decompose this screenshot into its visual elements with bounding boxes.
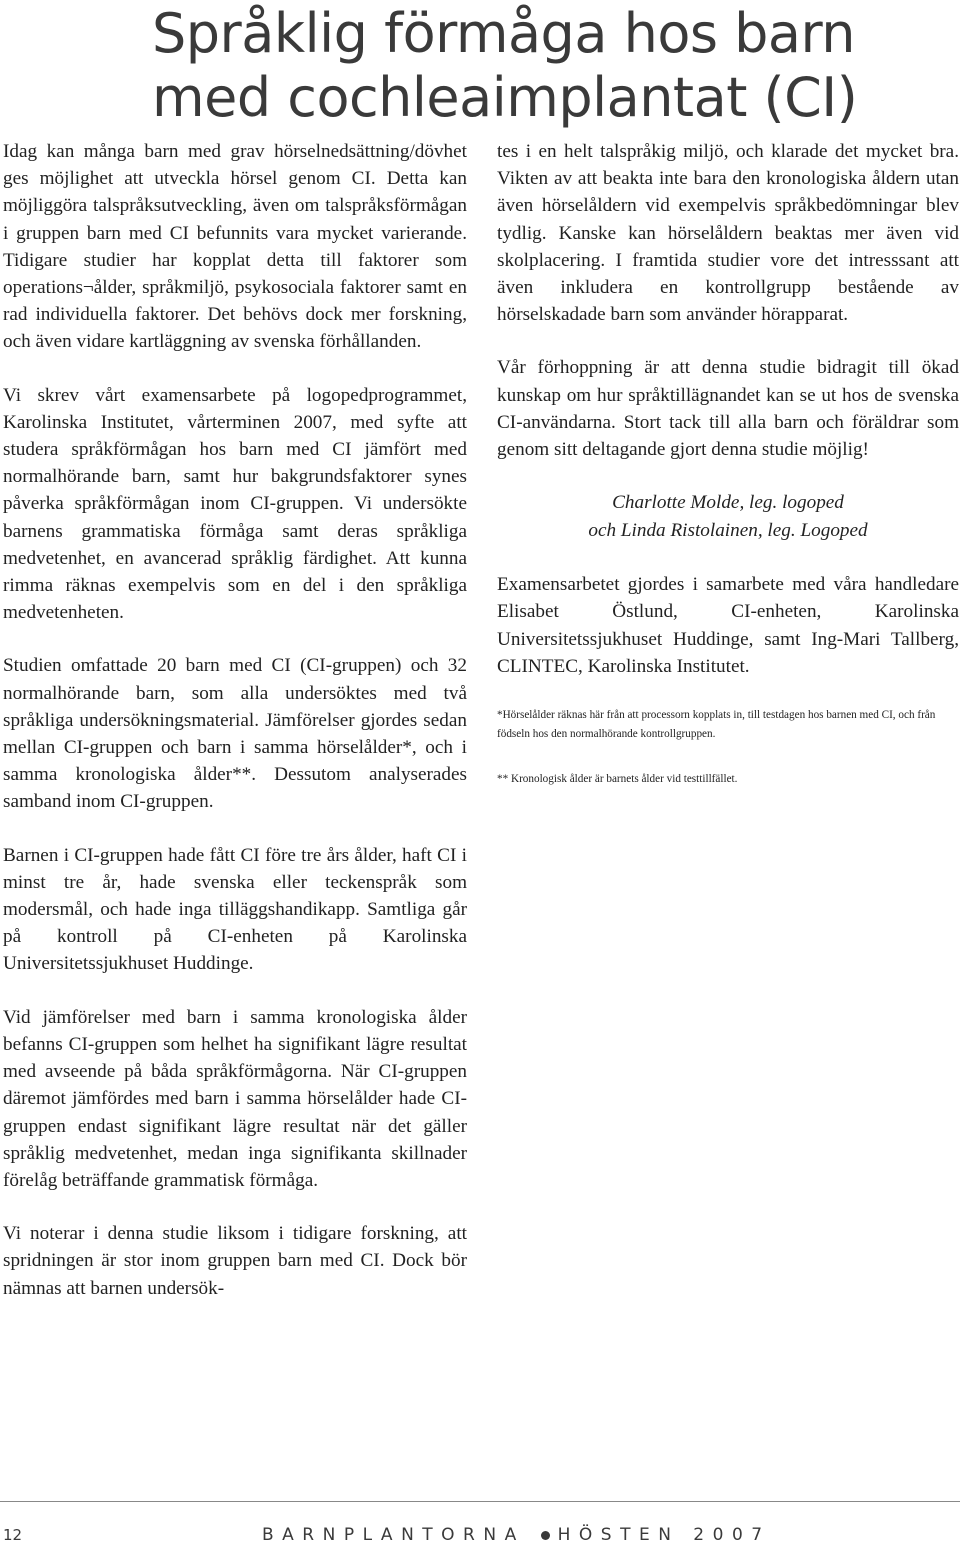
paragraph-hope: Vår förhoppning är att denna studie bidragit till ökad kunskap om hur språktillägnandet kan se ut hos de svenska CI-användarna. Stort tack till alla barn och föräldrar som genom sitt deltagande gjort denna studie möjlig! bbox=[497, 357, 959, 461]
page-number: 12 bbox=[3, 1526, 23, 1544]
paragraph-results: Vid jämförelser med barn i samma kronologiska ålder befanns CI-gruppen som helhet ha signifikant lägre resultat med avseende på båda språkförmågorna. När CI-gruppen däremot jämfördes med barn i samma hörselålder hade CI-gruppen endast signifikant lägre resultat när det gäller språklig medvetenhet, medan inga signifikanta skillnader förelåg beträffande grammatisk förmåga. bbox=[3, 1006, 467, 1191]
magazine-issue bbox=[262, 1525, 771, 1545]
right-column bbox=[497, 138, 959, 815]
article-title bbox=[152, 2, 952, 130]
paragraph-purpose: Vi skrev vårt examensarbete på logopedprogrammet, Karolinska Institutet, vårterminen 2007, med syfte att studera språkförmågan hos barn med CI jämfört med normalhörande barn, samt hur bakgrundsfaktorer synes påverka språkförmågan inom CI-gruppen. Vi undersökte barnens grammatiska förmåga samt deras språkliga medvetenhet, en avancerad språklig färdighet. Att kunna rimma räknas exempelvis som en del i den språkliga medvetenheten. bbox=[3, 384, 467, 624]
footnote-chronological-age: ** Kronologisk ålder är barnets ålder vid testtillfället. bbox=[497, 773, 738, 786]
paragraph-ci-group: Barnen i CI-gruppen hade fått CI före tre års ålder, haft CI i minst tre år, hade svenska eller teckenspråk som modersmål, och hade inga tilläggshandikapp. Samtliga går på kontroll på CI-enheten på Karolinska Universitetssjukhuset Huddinge. bbox=[3, 844, 467, 975]
magazine-name: BARNPLANTORNA bbox=[262, 1525, 525, 1545]
paragraph-spread: Vi noterar i denna studie liksom i tidigare forskning, att spridningen är stor inom gruppen barn med CI. Dock bör nämnas att barnen undersök- bbox=[3, 1223, 467, 1299]
paragraph-continuation: tes i en helt talspråkig miljö, och klarade det mycket bra. Vikten av att beakta inte bara den kronologiska åldern utan även hörselåldern vid exempelvis språkbedömningar blev tydlig. Kanske kan hörselåldern beaktas mer även vid skolplacering. I framtida studier vore det intresssant att även inkludera en kontrollgrupp bestående av hörselskadade barn som använder hörapparat. bbox=[497, 141, 959, 326]
issue-label: HÖSTEN 2007 bbox=[557, 1525, 771, 1545]
page-footer bbox=[0, 1501, 960, 1554]
title-line-1: Språklig förmåga hos barn bbox=[152, 2, 855, 65]
paragraph-acknowledgement: Examensarbetet gjordes i samarbete med våra handledare Elisabet Östlund, CI-enheten, Karolinska Universitetssjukhuset Huddinge, samt Ing-Mari Tallberg, CLINTEC, Karolinska Institutet. bbox=[497, 574, 959, 677]
left-column bbox=[3, 138, 467, 1328]
paragraph-study: Studien omfattade 20 barn med CI (CI-gruppen) och 32 normalhörande barn, som alla undersöktes med två språkliga undersökningsmaterial. Jämförelser gjordes sedan mellan CI-gruppen och barn i samma hörselålder*, och i samma kronologiska ålder**. Dessutom analyserades samband inom CI-gruppen. bbox=[3, 655, 467, 813]
footnote-hearing-age: *Hörselålder räknas här från att processorn kopplats in, till testdagen hos barnen med CI, och från födseln hos den normalhörande kontrollgruppen. bbox=[497, 709, 936, 741]
signature-line-1: Charlotte Molde, leg. logoped bbox=[612, 492, 844, 514]
author-signature bbox=[497, 489, 959, 545]
signature-line-2: och Linda Ristolainen, leg. Logoped bbox=[588, 520, 868, 542]
bullet-separator bbox=[541, 1531, 550, 1540]
title-line-2: med cochleaimplantat (CI) bbox=[152, 66, 858, 129]
paragraph-intro: Idag kan många barn med grav hörselnedsättning/dövhet ges möjlighet att utveckla hörsel genom CI. Detta kan möjliggöra talspråksutveckling, även om talspråksförmågan i gruppen barn med CI befunnits vara mycket varierande. Tidigare studier har kopplat detta till faktorer som operations¬ålder, språkmiljö, psykosociala faktorer samt en rad individuella faktorer. Det behövs dock mer forskning, och även vidare kartläggning av svenska förhållanden. bbox=[3, 141, 467, 353]
